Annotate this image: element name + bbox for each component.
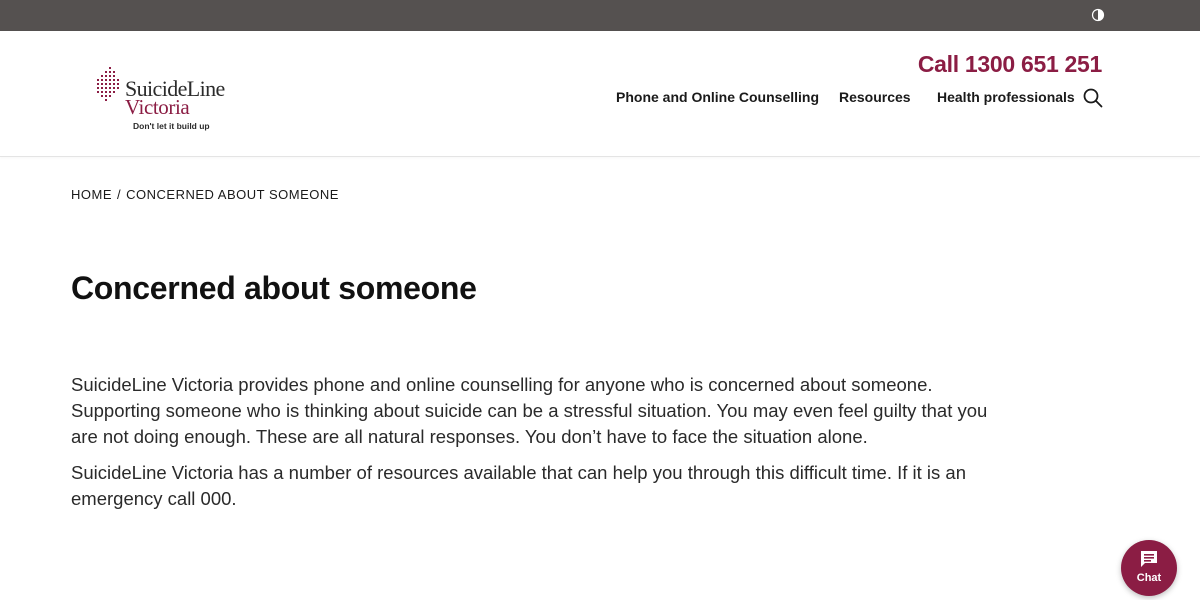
logo-tagline: Don't let it build up <box>133 121 210 131</box>
main-nav <box>0 88 1200 110</box>
page-title: Concerned about someone <box>71 270 477 306</box>
breadcrumb-current: CONCERNED ABOUT SOMEONE <box>126 187 339 202</box>
logo-text-line2: Victoria <box>125 95 190 119</box>
breadcrumb-separator: / <box>117 187 122 202</box>
content-paragraph: SuicideLine Victoria has a number of resources available that can help you through this difficult time. If it is an emergency call 000. <box>71 462 967 509</box>
chat-label: Chat <box>1136 572 1162 584</box>
logo-text-line1: SuicideLine <box>125 76 225 101</box>
site-header <box>0 31 1200 157</box>
breadcrumb <box>71 187 339 203</box>
content-paragraph: SuicideLine Victoria provides phone and online counselling for anyone who is concerned about someone. Supporting someone who is thinking about suicide can be a stressful situation. You may even feel guilty that you are not doing enough. These are all natural responses. You don’t have to face the situation alone. <box>71 374 988 447</box>
top-utility-bar <box>0 0 1200 31</box>
contrast-toggle-icon[interactable] <box>1091 8 1105 22</box>
breadcrumb-home-link[interactable]: HOME <box>71 187 112 202</box>
nav-item-resources[interactable]: Resources <box>839 89 911 105</box>
chat-button[interactable] <box>1121 540 1177 596</box>
call-phone-link[interactable]: Call 1300 651 251 <box>917 51 1102 77</box>
search-icon[interactable] <box>1082 87 1104 109</box>
chat-bubble-icon <box>1139 549 1159 574</box>
nav-item-phone-online-counselling[interactable]: Phone and Online Counselling <box>616 89 820 105</box>
main-content <box>71 372 1001 522</box>
nav-item-health-professionals[interactable]: Health professionals <box>937 89 1075 105</box>
